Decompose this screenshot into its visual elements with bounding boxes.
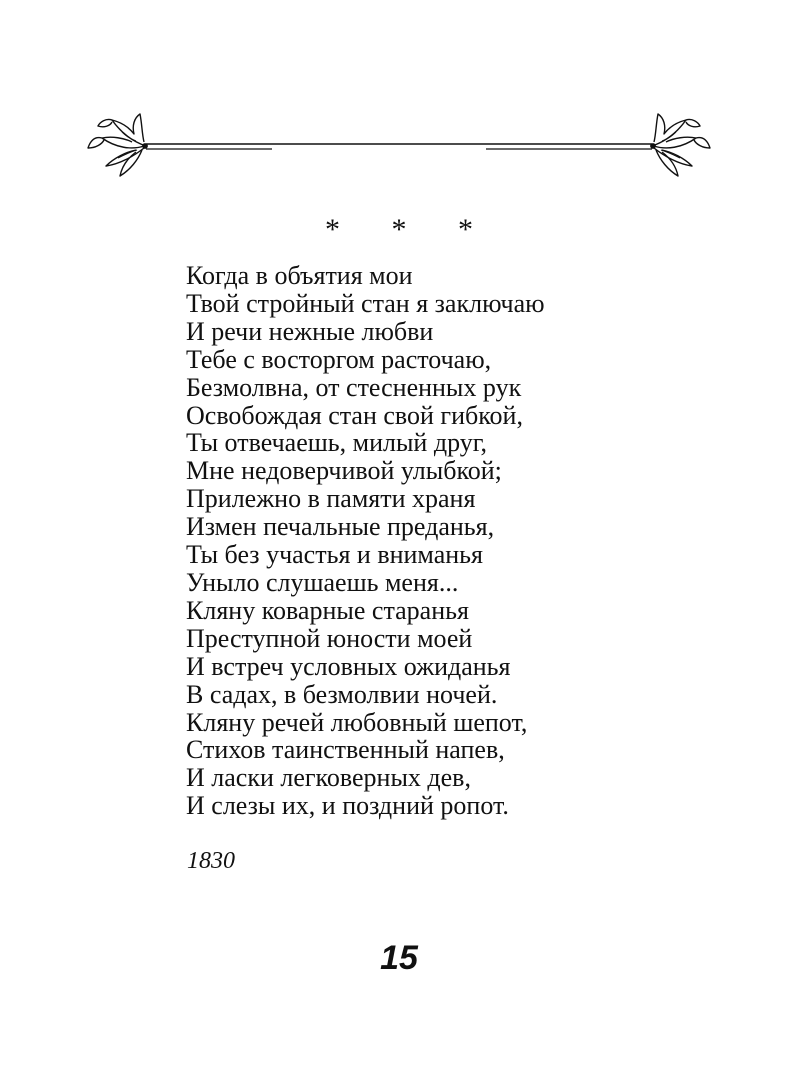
poem-line: В садах, в безмолвии ночей.	[186, 679, 498, 709]
stanza-separator: * * *	[325, 213, 495, 246]
poem-line: Уныло слушаешь меня...	[186, 567, 459, 597]
poem-line: Прилежно в памяти храня	[186, 484, 476, 514]
flower-ornament-icon	[88, 114, 147, 176]
poem-line: Измен печальные преданья,	[186, 512, 495, 542]
poem-line: И слезы их, и поздний ропот.	[186, 791, 509, 821]
poem-line: Кляну коварные старанья	[186, 595, 469, 625]
header-ornament	[82, 112, 716, 178]
poem-line: Ты без участья и вниманья	[186, 540, 483, 570]
poem-line: И встреч условных ожиданья	[186, 651, 511, 681]
poem-line: Освобождая стан свой гибкой,	[186, 400, 523, 430]
poem-line: Стихов таинственный напев,	[186, 735, 505, 765]
poem-line: Мне недоверчивой улыбкой;	[186, 456, 502, 486]
poem-line: Твой стройный стан я заключаю	[186, 288, 545, 318]
poem-text	[186, 262, 545, 820]
page-number: 15	[380, 939, 418, 977]
poem-date: 1830	[187, 848, 235, 874]
poem-line: И ласки легковерных дев,	[186, 763, 471, 793]
poem-line: Когда в объятия мои	[186, 261, 413, 290]
flower-ornament-icon	[651, 114, 710, 176]
poem-line: Безмолвна, от стесненных рук	[186, 372, 522, 402]
poem-line: Тебе с восторгом расточаю,	[186, 344, 492, 374]
poem-line: Ты отвечаешь, милый друг,	[186, 428, 487, 458]
poem-line: Преступной юности моей	[186, 623, 473, 653]
poem-line: И речи нежные любви	[186, 316, 434, 346]
poem-line: Кляну речей любовный шепот,	[186, 707, 528, 737]
